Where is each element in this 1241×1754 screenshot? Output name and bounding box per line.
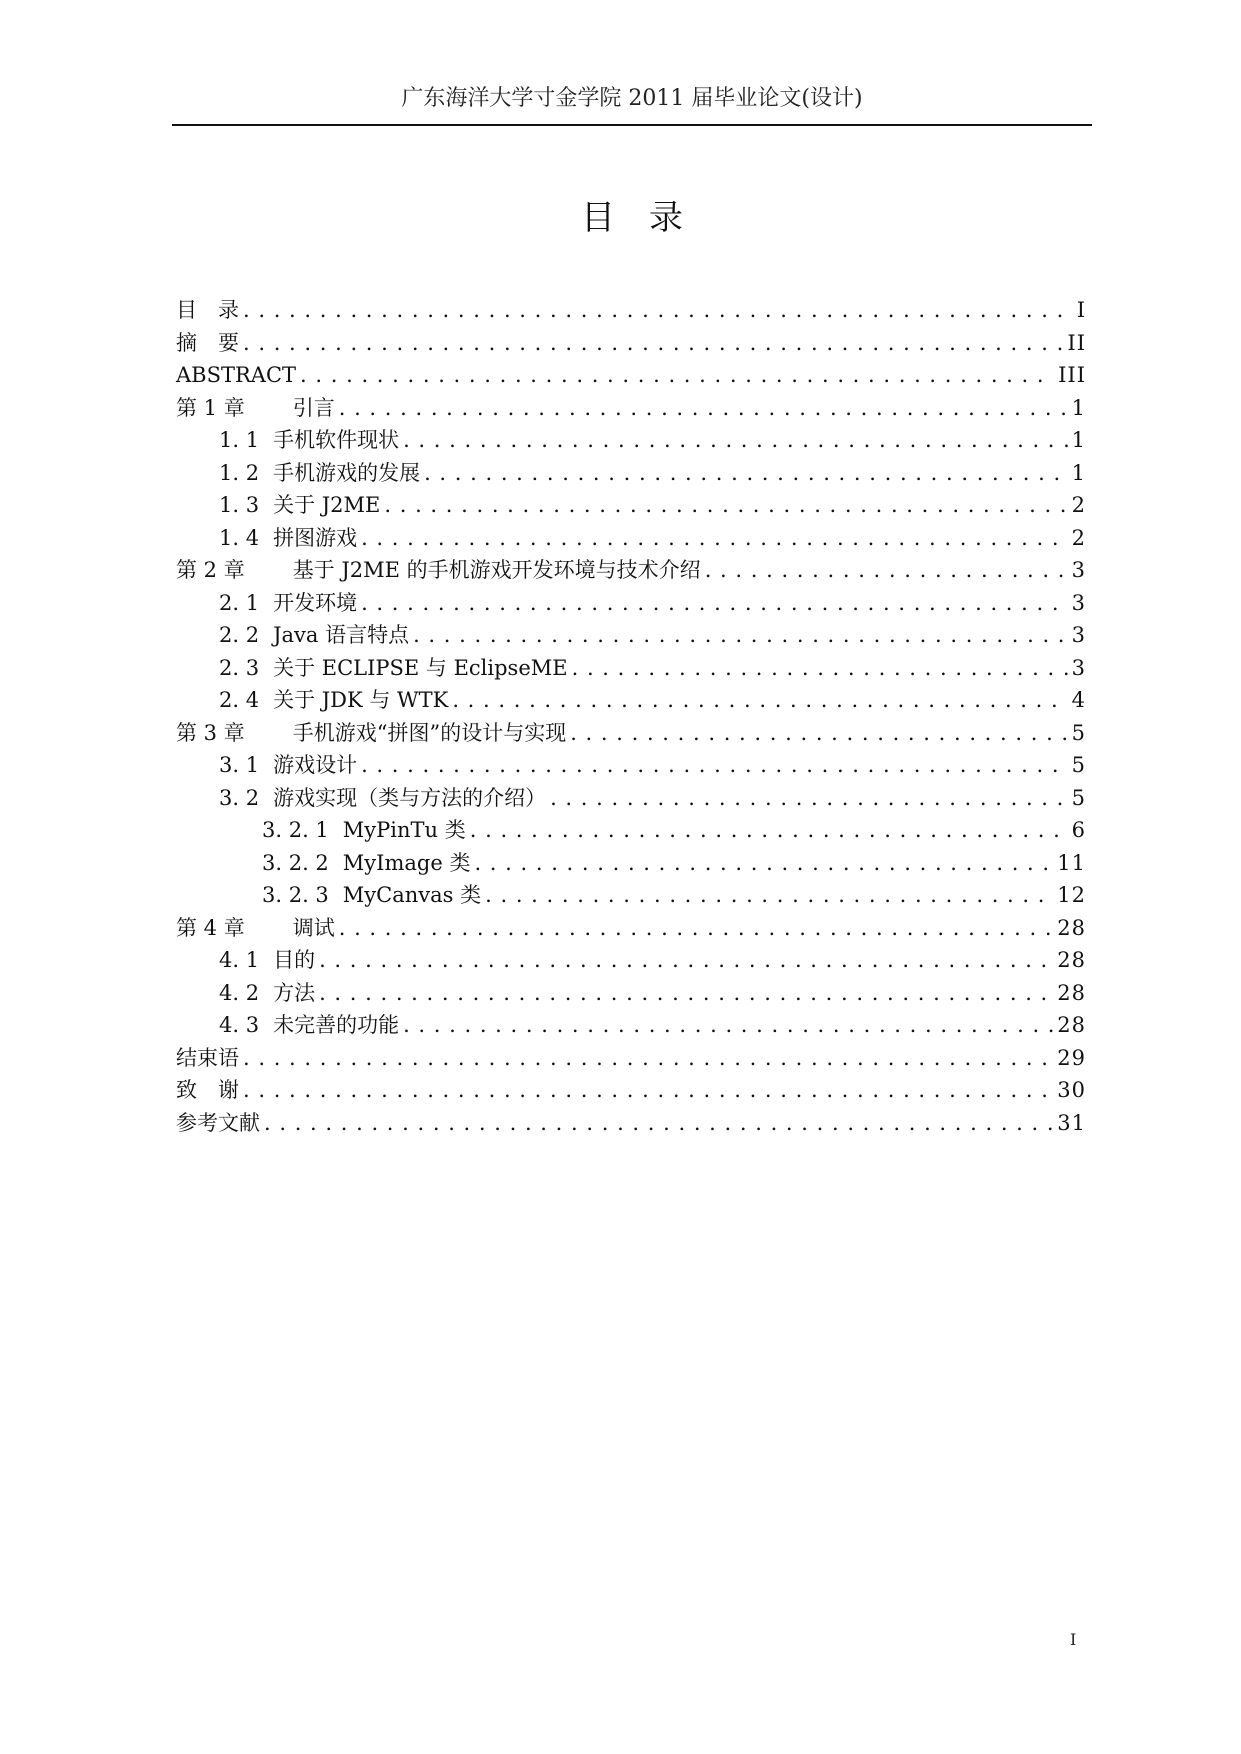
toc-entry-label [219,1009,399,1042]
toc-entry-label [262,814,466,847]
toc-entry[interactable] [176,879,1086,912]
toc-entry-label [219,977,315,1010]
toc-entry-page: III [1058,363,1086,387]
table-of-contents [176,294,1086,1139]
toc-entry-title: 致 谢 [176,1078,239,1102]
toc-entry-title: MyPinTu 类 [342,818,466,842]
toc-entry-number: 4. 1 [219,948,260,972]
toc-entry-title: 目 录 [176,298,239,322]
toc-entry[interactable] [176,554,1086,587]
toc-entry-label [219,424,399,457]
toc-dot-leader [243,294,1073,327]
toc-entry-label [262,879,481,912]
toc-entry-title: 目的 [273,948,316,972]
toc-entry-page: 11 [1057,850,1086,875]
toc-entry-title: 拼图游戏 [273,525,358,550]
toc-entry-page: I [1076,298,1086,322]
toc-entry-number: 1. 3 [219,493,260,517]
toc-entry-page: 12 [1057,883,1086,907]
header-rule [172,124,1092,126]
toc-entry[interactable] [176,782,1086,815]
toc-dot-leader [319,944,1053,977]
toc-dot-leader [413,619,1068,652]
page-number: I [1070,1630,1077,1649]
toc-dot-leader [300,359,1054,392]
toc-entry-page: 1 [1071,428,1086,452]
toc-entry[interactable] [176,359,1086,392]
toc-entry[interactable] [176,424,1086,457]
toc-entry-label [176,1042,239,1075]
toc-entry-page: 29 [1057,1045,1086,1070]
toc-dot-leader [572,652,1068,685]
toc-dot-leader [264,1107,1053,1140]
toc-entry-title: 手机游戏“拼图”的设计与实现 [292,720,567,745]
toc-entry-number: 4. 2 [219,980,260,1005]
toc-entry-number: 第 3 章 [176,720,245,745]
toc-dot-leader [319,977,1053,1010]
toc-entry-number: 3. 2. 2 [262,850,329,875]
toc-entry[interactable] [176,847,1086,880]
toc-entry-title: ABSTRACT [176,363,297,387]
toc-entry-number: 2. 2 [219,623,260,647]
toc-entry-page: 5 [1071,720,1086,745]
toc-entry-title: 摘 要 [176,330,239,355]
toc-entry-number: 第 4 章 [176,915,245,940]
toc-entry-label [262,847,470,880]
toc-entry-page: 30 [1057,1078,1086,1102]
toc-entry[interactable] [176,587,1086,620]
running-header: 广东海洋大学寸金学院 2011 届毕业论文(设计) [401,86,863,111]
toc-entry[interactable] [176,522,1086,555]
toc-entry-label [176,1074,239,1107]
toc-entry[interactable] [176,814,1086,847]
toc-entry-page: II [1067,330,1086,355]
toc-entry-page: 6 [1071,818,1086,842]
toc-entry-page: 2 [1071,525,1086,550]
toc-entry-page: 3 [1071,590,1086,615]
toc-entry-title: 未完善的功能 [273,1013,400,1037]
toc-entry-number: 3. 2. 1 [262,818,329,842]
toc-entry-page: 28 [1057,1013,1086,1037]
toc-entry-label [176,717,566,750]
toc-entry[interactable] [176,392,1086,425]
toc-dot-leader [243,1042,1053,1075]
toc-dot-leader [485,879,1053,912]
toc-entry[interactable] [176,1009,1086,1042]
toc-entry-number: 2. 3 [219,655,260,680]
toc-entry-label [219,944,315,977]
toc-entry-label [219,522,357,555]
toc-entry[interactable] [176,977,1086,1010]
toc-entry-title: 游戏实现（类与方法的介绍） [273,785,547,810]
toc-entry-label [176,392,335,425]
toc-entry[interactable] [176,912,1086,945]
toc-entry-label [219,457,420,490]
toc-dot-leader [705,554,1068,587]
toc-dot-leader [403,1009,1053,1042]
toc-entry-page: 5 [1071,785,1086,810]
toc-entry-title: 游戏设计 [273,753,358,777]
page-title: 目 录 [581,198,683,238]
toc-dot-leader [403,424,1068,457]
toc-entry-label [176,294,239,327]
toc-entry-number: 1. 2 [219,460,260,485]
toc-entry-page: 3 [1071,623,1086,647]
toc-entry[interactable] [176,749,1086,782]
toc-entry-title: 开发环境 [273,590,358,615]
toc-entry-label [219,587,357,620]
toc-entry-title: 手机软件现状 [273,428,400,452]
toc-entry-label [219,652,568,685]
toc-entry[interactable] [176,944,1086,977]
toc-entry-title: 调试 [292,915,335,940]
toc-entry-page: 28 [1057,980,1086,1005]
toc-entry-title: 参考文献 [176,1110,260,1135]
toc-entry[interactable] [176,717,1086,750]
toc-entry-page: 5 [1071,753,1086,777]
toc-entry-title: 关于 J2ME [273,493,381,517]
toc-entry-title: 引言 [292,395,335,420]
toc-dot-leader [570,717,1067,750]
toc-entry-page: 4 [1071,688,1086,712]
toc-entry[interactable] [176,1107,1086,1140]
toc-entry-page: 28 [1057,948,1086,972]
toc-entry[interactable] [176,652,1086,685]
toc-entry-title: MyImage 类 [342,850,471,875]
toc-entry[interactable] [176,619,1086,652]
toc-entry[interactable] [176,457,1086,490]
toc-entry-number: 3. 1 [219,753,260,777]
toc-entry-label [219,684,448,717]
toc-dot-leader [361,749,1068,782]
toc-entry-page: 3 [1071,558,1086,582]
toc-entry-title: 基于 J2ME 的手机游戏开发环境与技术介绍 [292,558,701,582]
toc-entry-title: 方法 [273,980,316,1005]
toc-dot-leader [339,912,1054,945]
toc-entry-number: 第 1 章 [176,395,245,420]
toc-entry[interactable] [176,1074,1086,1107]
toc-entry-label [219,749,357,782]
toc-dot-leader [452,684,1067,717]
toc-entry[interactable] [176,489,1086,522]
toc-entry-page: 28 [1057,915,1086,940]
toc-entry-page: 3 [1071,655,1086,680]
toc-entry-page: 1 [1071,460,1086,485]
toc-entry-number: 2. 1 [219,590,260,615]
toc-entry[interactable] [176,294,1086,327]
toc-entry-page: 2 [1071,493,1086,517]
toc-entry-label [219,489,380,522]
toc-dot-leader [361,587,1068,620]
toc-entry-number: 3. 2 [219,785,260,810]
toc-entry-title: 关于 ECLIPSE 与 EclipseME [273,655,568,680]
toc-dot-leader [474,847,1053,880]
toc-entry[interactable] [176,327,1086,360]
toc-dot-leader [339,392,1068,425]
toc-entry-label [219,782,546,815]
toc-entry-title: 结束语 [176,1045,239,1070]
toc-dot-leader [550,782,1068,815]
toc-entry-number: 1. 1 [219,428,260,452]
toc-dot-leader [243,1074,1053,1107]
toc-dot-leader [470,814,1068,847]
toc-entry[interactable] [176,1042,1086,1075]
toc-entry-page: 1 [1071,395,1086,420]
toc-dot-leader [424,457,1068,490]
toc-dot-leader [384,489,1067,522]
toc-entry-number: 1. 4 [219,525,260,550]
toc-entry-label [176,359,296,392]
toc-entry-title: Java 语言特点 [273,623,410,647]
toc-entry-title: 手机游戏的发展 [273,460,421,485]
toc-entry-page: 31 [1057,1110,1086,1135]
toc-entry-label [176,327,239,360]
toc-dot-leader [361,522,1068,555]
toc-entry-number: 4. 3 [219,1013,260,1037]
toc-entry-title: MyCanvas 类 [342,883,482,907]
toc-entry-title: 关于 JDK 与 WTK [273,688,449,712]
toc-entry-label [176,554,701,587]
toc-entry-number: 第 2 章 [176,558,245,582]
toc-dot-leader [243,327,1063,360]
toc-entry[interactable] [176,684,1086,717]
toc-entry-label [176,1107,260,1140]
toc-entry-label [176,912,335,945]
toc-entry-number: 3. 2. 3 [262,883,329,907]
toc-entry-number: 2. 4 [219,688,260,712]
toc-entry-label [219,619,409,652]
